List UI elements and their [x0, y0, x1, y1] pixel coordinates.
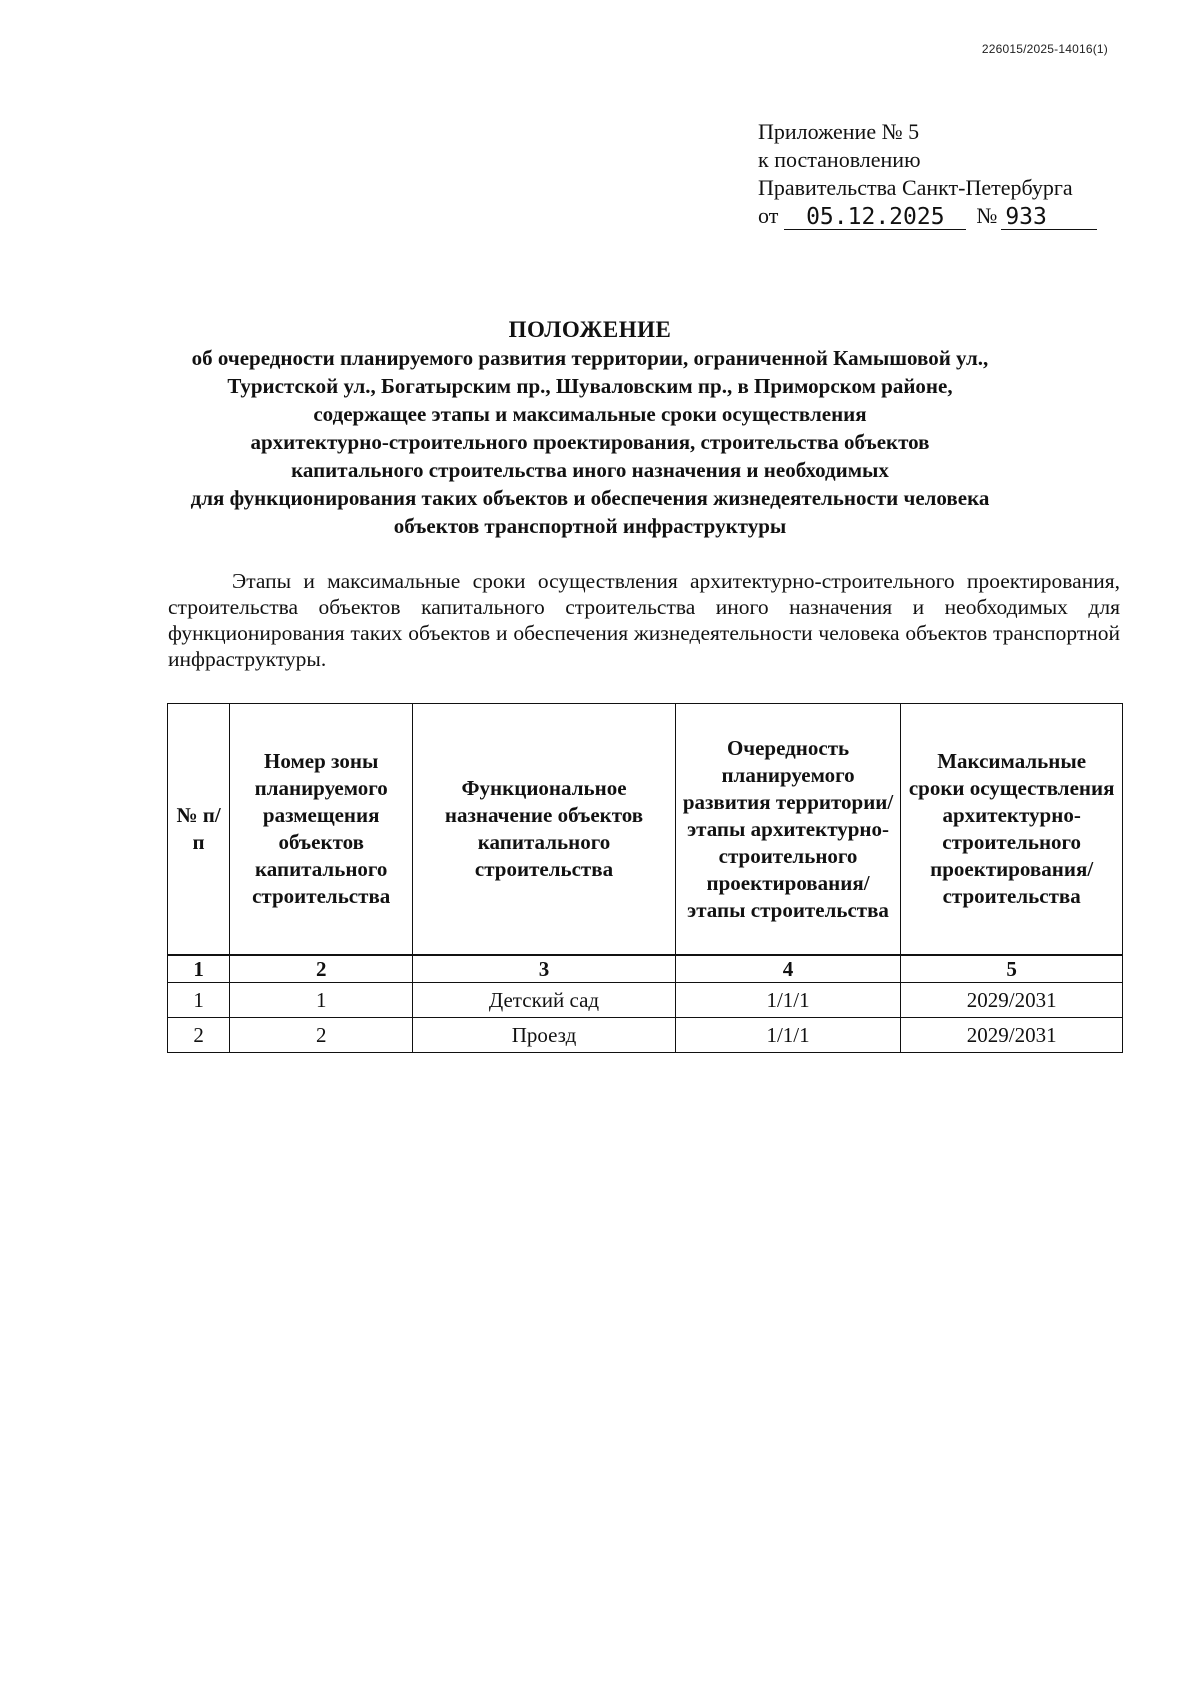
title-line: капитального строительства иного назначения и необходимых — [291, 458, 889, 482]
title-line: Туристской ул., Богатырским пр., Шуваловским пр., в Приморском районе, — [227, 374, 953, 398]
cell-number: 2 — [168, 1018, 230, 1053]
intro-paragraph: Этапы и максимальные сроки осуществления архитектурно-строительного проектирования, строительства объектов капитального строительства иного назначения и необходимых для функционирования таких объектов и обеспечения жизнедеятельности человека объектов транспортной инфраструктуры. — [168, 569, 1120, 671]
document-registration-id: 226015/2025-14016(1) — [981, 42, 1108, 56]
table-header-row — [168, 704, 1123, 956]
cell-deadlines: 2029/2031 — [901, 1018, 1123, 1053]
column-number-cell: 2 — [230, 955, 413, 983]
cell-purpose: Детский сад — [413, 983, 676, 1018]
cell-order: 1/1/1 — [675, 1018, 901, 1053]
column-number-cell: 1 — [168, 955, 230, 983]
appendix-number: Приложение № 5 — [758, 119, 920, 144]
header-cell-order: Очередность планируемого развития территории/этапы архитектурно-строительного проектирования/ этапы строительства — [675, 704, 901, 956]
appendix-date-number-line — [758, 202, 1097, 230]
header-cell-zone: Номер зоны планируемого размещения объектов капитального строительства — [230, 704, 413, 956]
title-line: объектов транспортной инфраструктуры — [393, 514, 787, 538]
column-number-cell: 4 — [675, 955, 901, 983]
column-number-cell: 5 — [901, 955, 1123, 983]
cell-zone: 1 — [230, 983, 413, 1018]
header-cell-number: № п/п — [168, 704, 230, 956]
title-line: об очередности планируемого развития территории, ограниченной Камышовой ул., — [191, 346, 989, 370]
title-line: содержащее этапы и максимальные сроки осуществления — [313, 402, 867, 426]
table-row — [168, 1018, 1123, 1053]
title-heading: ПОЛОЖЕНИЕ — [508, 317, 672, 342]
appendix-block — [758, 118, 1097, 230]
header-cell-deadlines: Максимальные сроки осуществления архитектурно-строительного проектирования/ строительства — [901, 704, 1123, 956]
date-from-label: от — [758, 203, 779, 228]
cell-order: 1/1/1 — [675, 983, 901, 1018]
stages-table — [167, 703, 1123, 1053]
document-title — [150, 316, 1030, 540]
title-line: архитектурно-строительного проектирования, строительства объектов — [250, 430, 930, 454]
table-row — [168, 983, 1123, 1018]
appendix-government: Правительства Санкт-Петербурга — [758, 175, 1073, 200]
cell-deadlines: 2029/2031 — [901, 983, 1123, 1018]
cell-number: 1 — [168, 983, 230, 1018]
title-line: для функционирования таких объектов и обеспечения жизнедеятельности человека — [190, 486, 990, 510]
table-column-numbers-row — [168, 955, 1123, 983]
appendix-resolution-ref: к постановлению — [758, 147, 921, 172]
resolution-number: 933 — [1001, 205, 1097, 230]
number-sign-label: № — [976, 203, 998, 228]
column-number-cell: 3 — [413, 955, 676, 983]
resolution-date: 05.12.2025 — [784, 205, 966, 230]
cell-purpose: Проезд — [413, 1018, 676, 1053]
header-cell-purpose: Функциональное назначение объектов капитального строительства — [413, 704, 676, 956]
cell-zone: 2 — [230, 1018, 413, 1053]
